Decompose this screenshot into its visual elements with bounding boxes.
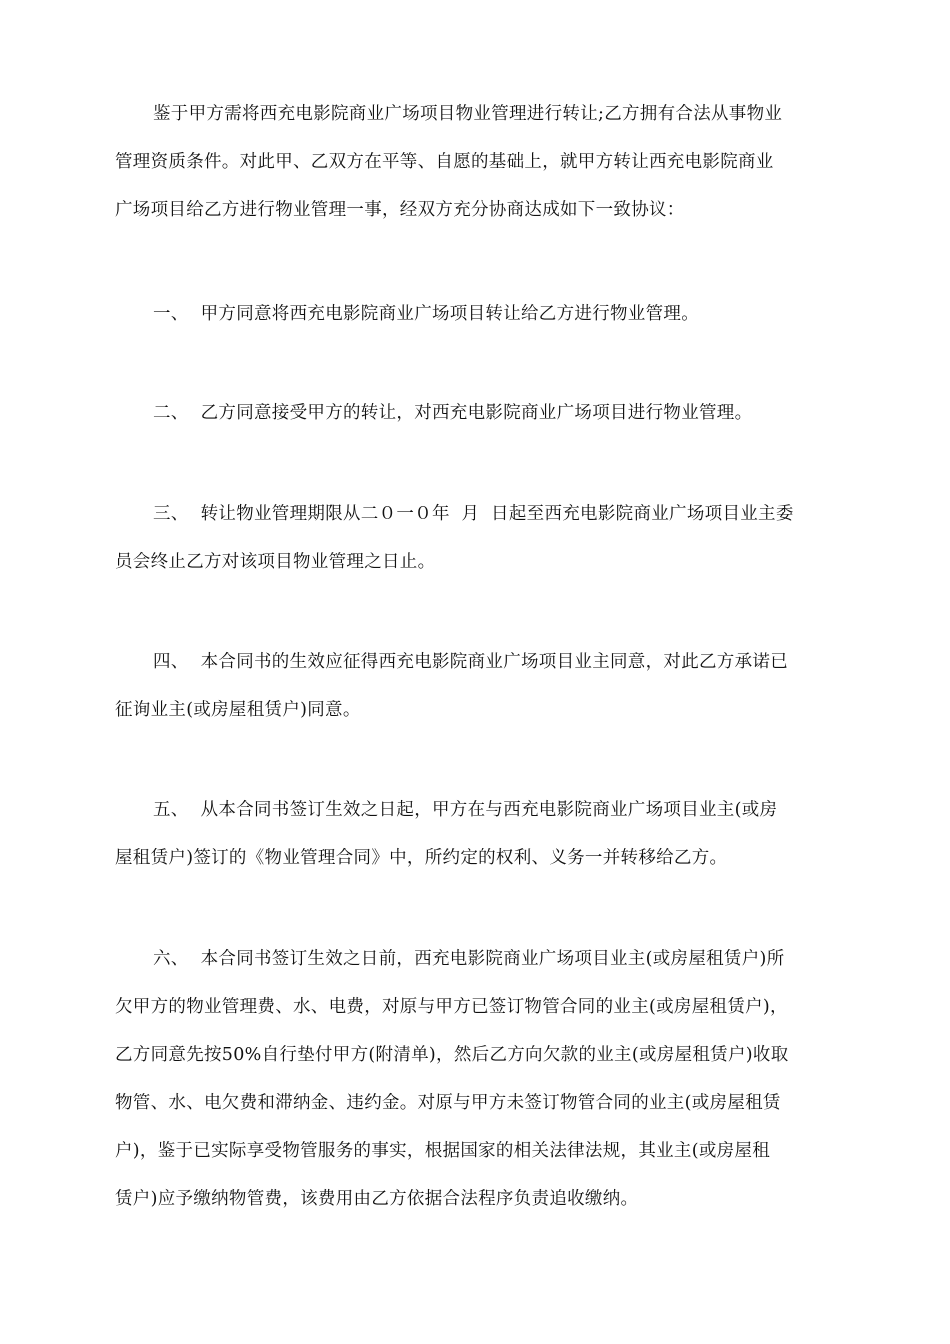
clause-1 xyxy=(115,290,845,338)
clause-text: 从本合同书签订生效之日起，甲方在与西充电影院商业广场项目业主(或房 xyxy=(200,800,778,820)
clause-text: 屋租赁户)签订的《物业管理合同》中，所约定的权利、义务一并转移给乙方。 xyxy=(115,848,728,868)
clause-text: 本合同书的生效应征得西充电影院商业广场项目业主同意，对此乙方承诺已 xyxy=(200,652,789,672)
clause-text: 本合同书签订生效之日前，西充电影院商业广场项目业主(或房屋租赁户)所 xyxy=(200,949,785,969)
clause-number: 一、 xyxy=(153,304,189,324)
clause-text: 物管、水、电欠费和滞纳金、违约金。对原与甲方未签订物管合同的业主(或房屋租赁 xyxy=(115,1093,781,1113)
preamble-line: 广场项目给乙方进行物业管理一事，经双方充分协商达成如下一致协议： xyxy=(115,200,685,220)
clause-3 xyxy=(115,490,845,586)
clause-number: 六、 xyxy=(153,949,189,969)
clause-text: 转让物业管理期限从二０一０年 月 日起至西充电影院商业广场项目业主委 xyxy=(200,504,794,524)
preamble-line: 鉴于甲方需将西充电影院商业广场项目物业管理进行转让;乙方拥有合法从事物业 xyxy=(153,104,783,124)
clause-number: 三、 xyxy=(153,504,189,524)
clause-5 xyxy=(115,786,845,882)
clause-text: 户)，鉴于已实际享受物管服务的事实，根据国家的相关法律法规，其业主(或房屋租 xyxy=(115,1141,771,1161)
clause-number: 四、 xyxy=(153,652,189,672)
clause-text: 欠甲方的物业管理费、水、电费，对原与甲方已签订物管合同的业主(或房屋租赁户)， xyxy=(115,997,788,1017)
clause-2 xyxy=(115,389,845,437)
clause-number: 五、 xyxy=(153,800,189,820)
clause-text: 甲方同意将西充电影院商业广场项目转让给乙方进行物业管理。 xyxy=(200,304,700,324)
clause-text: 赁户)应予缴纳物管费，该费用由乙方依据合法程序负责追收缴纳。 xyxy=(115,1189,639,1209)
preamble-line: 管理资质条件。对此甲、乙双方在平等、自愿的基础上，就甲方转让西充电影院商业 xyxy=(115,152,774,172)
clause-6 xyxy=(115,935,845,1223)
clause-text: 乙方同意先按50%自行垫付甲方(附清单)，然后乙方向欠款的业主(或房屋租赁户)收取 xyxy=(115,1045,789,1065)
clause-4 xyxy=(115,638,845,734)
clause-text: 乙方同意接受甲方的转让，对西充电影院商业广场项目进行物业管理。 xyxy=(200,403,753,423)
clause-text: 征询业主(或房屋租赁户)同意。 xyxy=(115,700,361,720)
preamble-paragraph xyxy=(115,90,845,234)
clause-text: 员会终止乙方对该项目物业管理之日止。 xyxy=(115,552,436,572)
clause-number: 二、 xyxy=(153,403,189,423)
